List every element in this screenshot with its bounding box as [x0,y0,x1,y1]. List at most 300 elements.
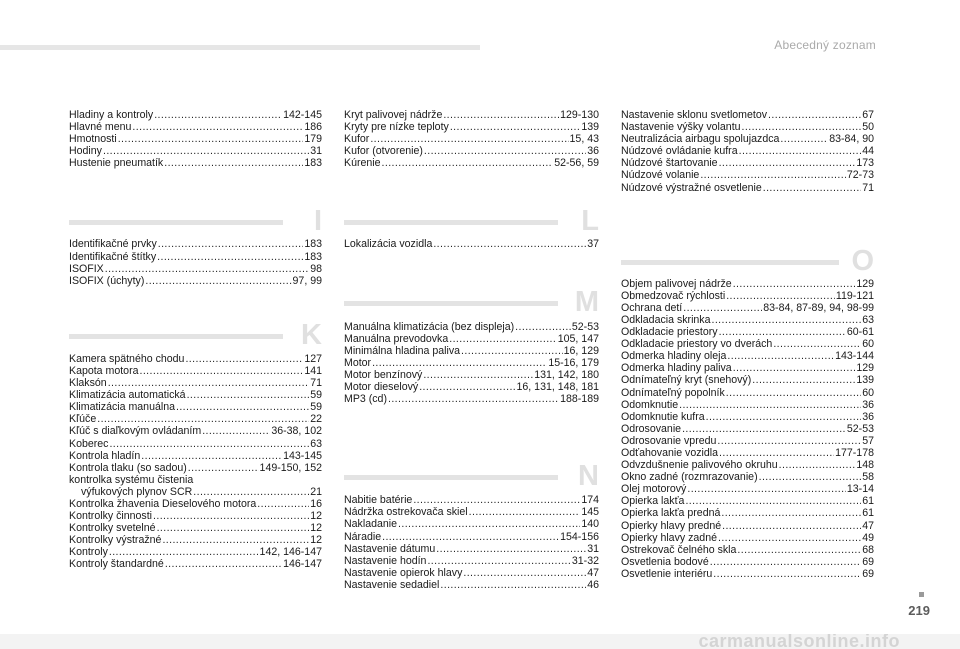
index-entry-term: Odrosovanie [621,422,682,435]
index-entry [344,238,599,250]
index-entry [69,121,322,133]
index-entry [621,169,874,181]
letter-divider-bar [69,220,283,225]
dot-leader [176,401,309,413]
index-entry-term: Odkladacia skrinka [621,313,711,326]
index-entry-term: MP3 (cd) [344,393,387,406]
dot-leader [164,157,303,169]
dot-leader [187,389,310,401]
index-entry-pages: 143-145 [283,449,322,462]
index-entry-pages: 83-84, 90 [829,133,874,146]
index-entry-pages: 129 [856,362,874,375]
index-entry-pages: 50 [862,121,874,134]
section-k-cont-list [344,109,599,169]
index-entry [344,555,599,567]
index-entry [69,522,322,534]
page-number: 219 [908,603,930,618]
section-k-list [69,353,322,571]
letter-heading-l [344,192,599,236]
letter-heading-o [621,232,874,276]
index-entry-pages: 52-56, 59 [554,157,599,170]
index-entry [344,321,599,333]
index-entry-term: Kontrolky výstražné [69,534,162,547]
index-entry [69,238,322,250]
section-i-list [69,238,322,286]
index-entry-pages: 143-144 [835,350,874,363]
index-entry-term: Odomknutie kufra [621,410,705,423]
index-entry-pages: 60-61 [846,326,874,339]
index-entry [344,506,599,518]
dot-leader [461,345,563,357]
index-entry-pages: 52-53 [571,320,599,333]
index-entry [344,518,599,530]
index-entry [344,531,599,543]
index-entry [69,251,322,263]
index-entry-term: Náradie [344,530,382,543]
index-entry [69,389,322,401]
index-entry-term: Nastavenie hodín [344,554,427,567]
index-entry [69,450,322,462]
dot-leader [737,544,861,556]
index-entry [621,435,874,447]
index-entry-pages: 177-178 [835,446,874,459]
watermark-strip [0,634,960,649]
index-entry [344,567,599,579]
dot-leader [773,338,861,350]
index-entry [69,263,322,275]
index-entry [69,275,322,287]
index-entry-term: Koberec [69,437,109,450]
letter-heading-m [344,273,599,317]
index-entry-term: Nastavenie dátumu [344,542,436,555]
index-entry-pages: 67 [862,109,874,121]
dot-leader [687,483,846,495]
index-entry [621,302,874,314]
dot-leader [449,333,557,345]
index-entry-term: Osvetlenia bodové [621,555,709,568]
index-entry-term: Kontrola hladín [69,449,141,462]
index-entry-term: Kúrenie [344,157,381,170]
index-entry [344,494,599,506]
index-entry [621,109,874,121]
section-n-cont-list [621,109,874,194]
dot-leader [719,326,846,338]
index-entry-pages: 105, 147 [557,332,599,345]
index-entry-pages: 59 [310,401,322,414]
index-entry [344,121,599,133]
dot-leader [413,494,580,506]
dot-leader [719,157,856,169]
index-entry-pages: 12 [310,534,322,547]
dot-leader [157,522,310,534]
dot-leader [118,133,304,145]
index-entry [621,121,874,133]
index-entry-pages: 69 [862,555,874,568]
letter-divider-bar [344,475,558,480]
index-entry-pages: 139 [581,121,599,134]
index-entry [69,133,322,145]
index-entry-term: Hlavné menu [69,121,132,134]
index-entry [69,498,322,510]
dot-leader [141,450,282,462]
index-entry-pages: 36 [862,410,874,423]
index-entry-term: Motor dieselový [344,381,419,394]
index-entry [344,333,599,345]
index-column-2 [344,109,599,591]
index-entry [69,510,322,522]
index-entry [621,532,874,544]
dot-leader [742,121,862,133]
index-entry-pages: 129 [856,277,874,290]
index-entry-pages: 97, 99 [292,274,322,287]
dot-leader [382,531,559,543]
dot-leader [145,275,291,287]
index-entry [621,326,874,338]
letter-heading-n [344,447,599,491]
index-entry [621,423,874,435]
index-entry-pages: 68 [862,543,874,556]
index-entry-pages: 22 [310,413,322,426]
index-entry-pages: 186 [304,121,322,134]
dot-leader [419,381,515,393]
index-entry-pages: 59 [310,389,322,402]
index-entry-pages: 98 [310,262,322,275]
index-entry-pages: 127 [304,352,322,365]
index-entry-pages: 12 [310,522,322,535]
dot-leader [257,498,309,510]
index-entry-pages: 31 [587,542,599,555]
section-o-list [621,278,874,580]
index-entry-pages: 188-189 [560,393,599,406]
index-entry-pages: 16, 131, 148, 181 [516,381,599,394]
index-entry-term: kontrolka systému čistenia [69,473,194,486]
dot-leader [433,238,586,250]
index-entry-pages: 60 [862,338,874,351]
letter-i: I [313,205,322,238]
index-entry-pages: 129-130 [560,109,599,121]
index-entry-pages: 47 [862,519,874,532]
index-entry [69,353,322,365]
index-entry-term: Nastavenie sklonu svetlometov [621,109,768,121]
letter-divider-bar [621,260,839,265]
dot-leader [440,579,586,591]
dot-leader [193,486,309,498]
index-entry [344,133,599,145]
section-l-list [344,238,599,250]
index-entry-term: Hmotnosti [69,133,117,146]
index-entry-term: Núdzové štartovanie [621,157,718,170]
dot-leader [165,558,282,570]
index-entry-term: Odrosovanie vpredu [621,434,717,447]
index-entry-term: Odnímateľný kryt (snehový) [621,374,752,387]
index-entry-pages: 141 [304,364,322,377]
dot-leader [463,567,586,579]
index-entry-pages: 15-16, 179 [548,356,599,369]
index-entry-pages: 16, 129 [563,344,599,357]
header-bar [0,45,480,50]
index-entry [344,543,599,555]
index-entry-pages: 69 [862,567,874,580]
index-entry-pages: 16 [310,497,322,510]
index-entry-pages: 61 [862,507,874,520]
index-entry-term: Kufor (otvorenie) [344,145,423,158]
index-entry-term: Manuálna prevodovka [344,332,449,345]
dot-leader [202,425,270,437]
dot-leader [188,462,259,474]
index-entry-pages: 183 [304,250,322,263]
dot-leader [780,133,828,145]
page-header-title: Abecedný zoznam [774,38,876,52]
index-entry [621,278,874,290]
index-entry-pages: 183 [304,238,322,251]
dot-leader [752,374,855,386]
index-entry-pages: 63 [310,437,322,450]
index-entry [621,350,874,362]
index-entry-pages: 71 [862,181,874,194]
index-entry-term: Opierky hlavy predné [621,519,722,532]
index-entry-term: Núdzové ovládanie kufra [621,145,738,158]
dot-leader [721,507,861,519]
dot-leader [739,145,862,157]
letter-m: M [574,285,599,318]
dot-leader [685,495,861,507]
index-entry-pages: 13-14 [846,483,874,496]
index-entry [621,544,874,556]
index-entry-pages: 145 [581,506,599,519]
dot-leader [682,423,846,435]
dot-leader [108,377,310,389]
index-entry [621,145,874,157]
dot-leader [370,133,568,145]
dot-leader [185,353,303,365]
dot-leader [154,109,282,121]
index-entry-term: Opierka lakťa predná [621,507,721,520]
index-entry-term: Minimálna hladina paliva [344,344,461,357]
dot-leader [424,145,586,157]
dot-leader [158,238,304,250]
letter-divider-bar [69,334,283,339]
index-entry-pages: 57 [862,434,874,447]
index-entry-pages: 44 [862,145,874,158]
index-entry-term: Kryty pre nízke teploty [344,121,449,134]
index-entry-term: Núdzové volanie [621,169,700,182]
index-entry-term: Ochrana detí [621,301,683,314]
index-entry [621,556,874,568]
index-entry-term: Kľúče [69,413,97,426]
index-entry-pages: 173 [856,157,874,170]
index-entry-pages: 148 [856,459,874,472]
index-entry-pages: 15, 43 [569,133,599,146]
index-entry [621,568,874,580]
dot-leader [759,471,862,483]
index-entry [344,381,599,393]
index-entry [344,369,599,381]
index-entry-term: ISOFIX [69,262,104,275]
section-h-list [69,109,322,169]
index-entry-term: Lokalizácia vozidla [344,238,433,251]
index-entry [69,474,322,486]
dot-leader [105,263,309,275]
dot-leader [726,290,835,302]
index-entry [69,145,322,157]
index-entry [621,507,874,519]
index-entry [69,486,322,498]
index-entry-term: Odkladacie priestory [621,326,718,339]
index-entry-term: Osvetlenie interiéru [621,567,713,580]
index-entry-term: Kontrolka žhavenia Dieselového motora [69,497,257,510]
section-m-list [344,321,599,406]
index-entry-term: Nádržka ostrekovača skiel [344,506,468,519]
index-entry-term: Kontroly [69,546,108,559]
dot-leader [140,365,304,377]
index-entry-pages: 21 [310,485,322,498]
index-entry-pages: 31-32 [571,554,599,567]
index-entry-term: Nastavenie opierok hlavy [344,566,463,579]
index-entry-term: Kryt palivovej nádrže [344,109,443,121]
index-entry-pages: 183 [304,157,322,170]
index-entry [621,495,874,507]
index-entry [69,558,322,570]
index-entry-pages: 139 [856,374,874,387]
index-entry-term: Objem palivovej nádrže [621,277,732,290]
index-entry-pages: 60 [862,386,874,399]
dot-leader [710,556,861,568]
letter-heading-i [69,192,322,236]
dot-leader [763,182,861,194]
index-entry-term: Klaksón [69,377,107,390]
index-entry-pages: 46 [587,578,599,591]
letter-n: N [578,460,599,493]
dot-leader [103,145,309,157]
dot-leader [469,506,581,518]
dot-leader [162,534,309,546]
dot-leader [718,532,861,544]
dot-leader [153,510,309,522]
index-entry [69,534,322,546]
dot-leader [515,321,571,333]
letter-o: O [851,244,874,277]
dot-leader [768,109,861,121]
index-entry [621,447,874,459]
index-entry [69,365,322,377]
dot-leader [450,121,581,133]
index-entry-term: Ostrekovač čelného skla [621,543,737,556]
index-entry-term: výfukových plynov SCR [81,485,193,498]
index-entry [621,387,874,399]
index-entry-pages: 179 [304,133,322,146]
index-entry-pages: 174 [581,494,599,507]
dot-leader [722,520,861,532]
index-entry-term: Kontroly štandardné [69,558,164,571]
dot-leader [427,555,570,567]
dot-leader [679,399,861,411]
index-entry [621,290,874,302]
index-entry-term: Okno zadné (rozmrazovanie) [621,471,758,484]
index-entry [621,133,874,145]
index-entry-term: Olej motorový [621,483,687,496]
index-entry-pages: 52-53 [846,422,874,435]
index-entry-pages: 63 [862,313,874,326]
index-entry [344,145,599,157]
section-n-list [344,494,599,591]
index-entry [621,374,874,386]
index-entry-term: Identifikačné prvky [69,238,157,251]
index-entry [344,345,599,357]
index-entry-term: ISOFIX (úchyty) [69,274,145,287]
index-entry-term: Klimatizácia manuálna [69,401,175,414]
index-entry-term: Kľúč s diaľkovým ovládaním [69,425,202,438]
dot-leader [97,413,309,425]
index-column-3 [621,109,874,580]
index-entry-term: Nastavenie sedadiel [344,578,440,591]
index-entry-term: Kontrolky svetelné [69,522,156,535]
index-entry-term: Núdzové výstražné osvetlenie [621,181,762,194]
index-entry-term: Kamera spätného chodu [69,352,185,365]
index-entry [69,425,322,437]
index-entry [69,401,322,413]
index-entry-pages: 58 [862,471,874,484]
index-entry [621,471,874,483]
index-entry-pages: 142, 146-147 [259,546,322,559]
dot-leader [713,568,861,580]
dot-leader [733,278,856,290]
dot-leader [443,109,559,121]
dot-leader [727,350,834,362]
dot-leader [382,157,554,169]
index-entry-term: Kufor [344,133,370,146]
index-entry-pages: 71 [310,377,322,390]
index-entry-term: Kapota motora [69,364,139,377]
index-entry [344,357,599,369]
index-entry-term: Odmerka hladiny paliva [621,362,732,375]
index-entry [621,182,874,194]
index-entry-pages: 131, 142, 180 [534,368,599,381]
index-entry [621,483,874,495]
index-entry-pages: 61 [862,495,874,508]
index-entry-pages: 72-73 [846,169,874,182]
index-entry-term: Odvzdušnenie palivového okruhu [621,459,778,472]
index-entry [344,393,599,405]
letter-l: L [581,205,599,238]
index-entry [621,411,874,423]
watermark-text: carmanualsonline.info [698,634,900,649]
index-entry [69,438,322,450]
index-entry-term: Neutralizácia airbagu spolujazdca [621,133,780,146]
index-entry-pages: 49 [862,531,874,544]
index-entry [621,520,874,532]
index-entry [344,157,599,169]
index-entry [344,109,599,121]
index-entry-pages: 146-147 [283,558,322,571]
index-entry-term: Kontrola tlaku (so sadou) [69,461,187,474]
letter-heading-k [69,306,322,350]
index-entry-term: Hodiny [69,145,102,158]
dot-leader [109,438,309,450]
letter-divider-bar [344,301,558,306]
index-entry [621,314,874,326]
index-entry-term: Kontrolky činnosti [69,510,153,523]
index-entry-term: Motor benzínový [344,368,423,381]
index-entry [621,459,874,471]
dot-leader [706,411,862,423]
index-entry-pages: 119-121 [835,289,874,302]
index-entry [69,377,322,389]
dot-leader [109,546,259,558]
dot-leader [712,314,862,326]
page-marker [919,592,924,597]
index-entry [621,157,874,169]
index-entry-pages: 142-145 [283,109,322,121]
